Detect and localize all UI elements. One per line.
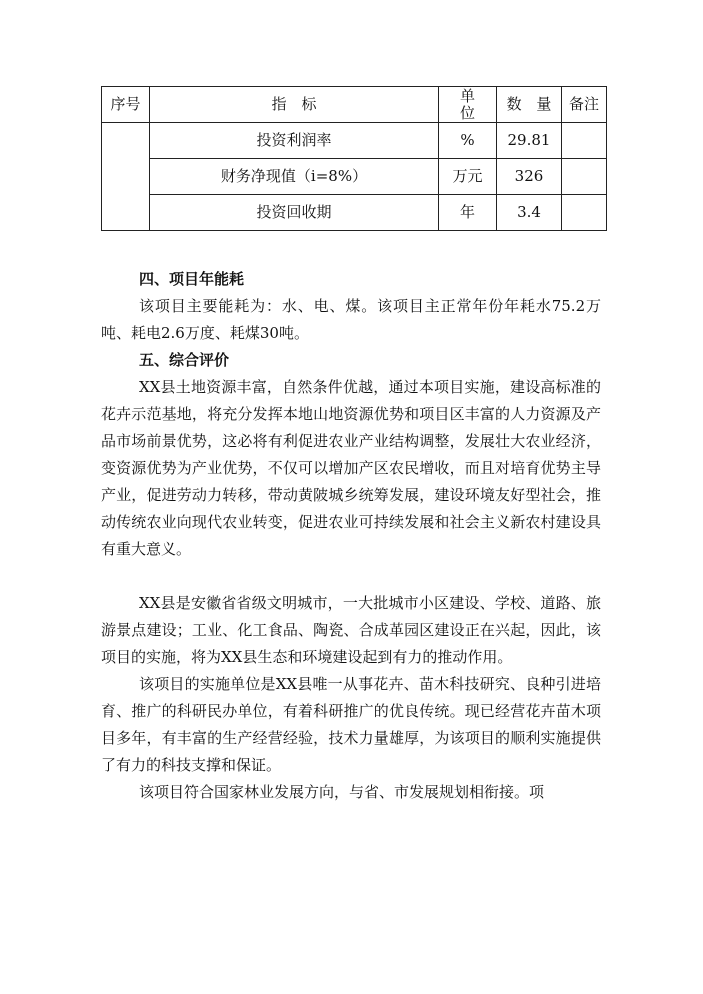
section5-heading: 五、综合评价 <box>139 351 230 369</box>
indicator-table <box>101 86 607 231</box>
row-indicator: 投资利润率 <box>150 123 439 159</box>
row-remark <box>562 159 607 195</box>
row-quantity: 326 <box>497 159 562 195</box>
header-unit-text: 单位 <box>459 86 475 122</box>
section5-paragraph-2: XX县是安徽省省级文明城市，一大批城市小区建设、学校、道路、旅游景点建设；工业、化工食品、陶瓷、合成革园区建设正在兴起，因此，该项目的实施，将为XX县生态和环境建设起到有力的推动作用。 <box>101 594 601 666</box>
row-unit: % <box>439 123 497 159</box>
table-row <box>102 123 607 159</box>
section4-paragraph: 该项目主要能耗为：水、电、煤。该项目主正常年份年耗水75.2万吨、耗电2.6万度、耗煤30吨。 <box>101 297 601 342</box>
paragraph-gap <box>101 563 601 590</box>
row-unit: 万元 <box>439 159 497 195</box>
header-quantity: 数 量 <box>497 87 562 123</box>
row-quantity: 3.4 <box>497 195 562 231</box>
header-remark: 备注 <box>562 87 607 123</box>
row-remark <box>562 123 607 159</box>
table-header-row <box>102 87 607 123</box>
row-remark <box>562 195 607 231</box>
row-indicator: 财务净现值（i=8%） <box>150 159 439 195</box>
section5-paragraph-3: 该项目的实施单位是XX县唯一从事花卉、苗木科技研究、良种引进培育、推广的科研民办单位，有着科研推广的优良传统。现已经营花卉苗木项目多年，有丰富的生产经营经验，技术力量雄厚，为该项目的顺利实施提供了有力的科技支撑和保证。 <box>101 675 601 774</box>
row-unit: 年 <box>439 195 497 231</box>
document-body <box>101 266 601 806</box>
section4-heading: 四、项目年能耗 <box>139 270 245 288</box>
header-unit <box>439 87 497 123</box>
header-indicator: 指 标 <box>150 87 439 123</box>
row-indicator: 投资回收期 <box>150 195 439 231</box>
section5-paragraph-1: XX县土地资源丰富，自然条件优越，通过本项目实施，建设高标准的花卉示范基地，将充分发挥本地山地资源优势和项目区丰富的人力资源及产品市场前景优势，这必将有利促进农业产业结构调整，发展壮大农业经济，变资源优势为产业优势，不仅可以增加产区农民增收，而且对培育优势主导产业，促进劳动力转移，带动黄陂城乡统筹发展，建设环境友好型社会，推动传统农业向现代农业转变，促进农业可持续发展和社会主义新农村建设具有重大意义。 <box>101 378 601 558</box>
row-no-cell <box>102 123 150 231</box>
header-no: 序号 <box>102 87 150 123</box>
table-row <box>102 159 607 195</box>
table-row <box>102 195 607 231</box>
section5-paragraph-4: 该项目符合国家林业发展方向，与省、市发展规划相衔接。项 <box>139 783 545 801</box>
row-quantity: 29.81 <box>497 123 562 159</box>
